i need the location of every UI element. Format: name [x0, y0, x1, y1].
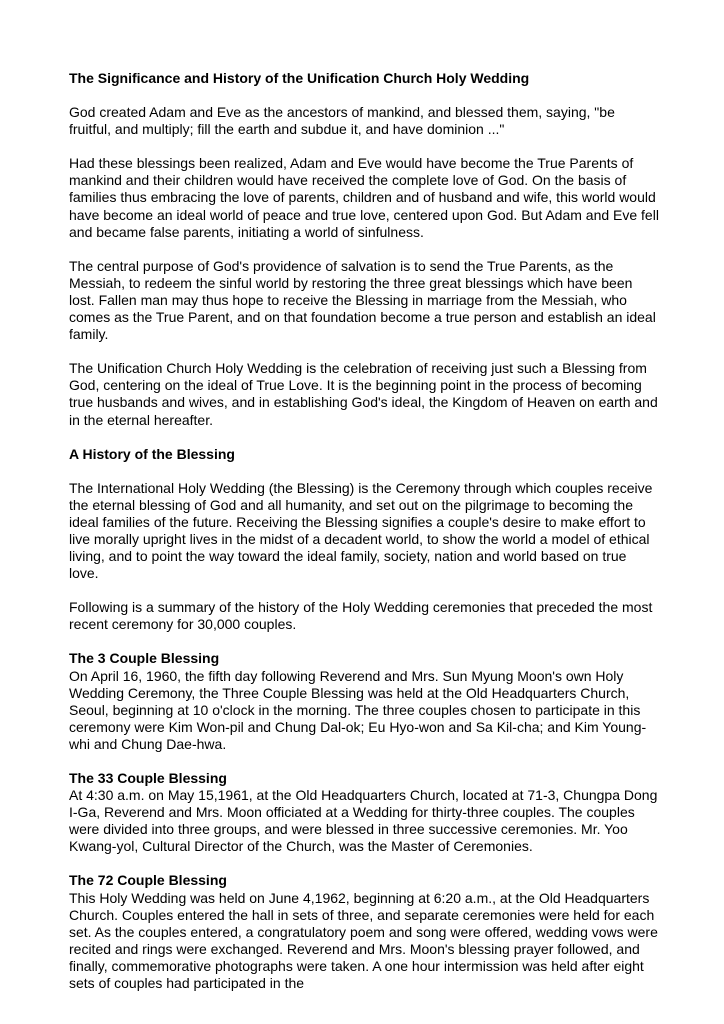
section-33-couple [69, 770, 659, 855]
section-3-couple [69, 650, 659, 753]
intro-paragraph-4: The Unification Church Holy Wedding is the celebration of receiving just such a Blessing from God, centering on the ideal of True Love. It is the beginning point in the process of becoming true husbands and wives, and in establishing God's ideal, the Kingdom of Heaven on earth and in the eternal hereafter. [69, 360, 658, 428]
history-paragraph-1: The International Holy Wedding (the Blessing) is the Ceremony through which couples receive the eternal blessing of God and all humanity, and set out on the pilgrimage to becoming the ideal families of the future. Receiving the Blessing signifies a couple's desire to make effort to live morally upright lives in the midst of a decadent world, to show the world a model of ethical living, and to point the way toward the ideal family, society, nation and world based on true love. [69, 479, 653, 582]
section-heading: The 3 Couple Blessing [69, 650, 220, 667]
section-72-couple [69, 872, 659, 992]
section-text: This Holy Wedding was held on June 4,1962, beginning at 6:20 a.m., at the Old Headquarters Church. Couples entered the hall in sets of three, and separate ceremonies were held for each set. As the couples entered, a congratulatory poem and song were offered, wedding vows were recited and rings were exchanged. Reverend and Mrs. Moon's blessing prayer followed, and finally, commemorative photographs were taken. A one hour intermission was held after eight sets of couples had participated in the [69, 889, 658, 992]
history-paragraph-2: Following is a summary of the history of the Holy Wedding ceremonies that preceded the most recent ceremony for 30,000 couples. [69, 599, 653, 633]
history-heading: A History of the Blessing [69, 445, 235, 462]
intro-paragraph-3: The central purpose of God's providence of salvation is to send the True Parents, as the Messiah, to redeem the sinful world by restoring the three great blessings which have been lost. Fallen man may thus hope to receive the Blessing in marriage from the Messiah, who comes as the True Parent, and on that foundation become a true person and establish an ideal family. [69, 257, 656, 343]
section-heading: The 33 Couple Blessing [69, 770, 227, 786]
section-text: On April 16, 1960, the fifth day following Reverend and Mrs. Sun Myung Moon's own Holy Wedding Ceremony, the Three Couple Blessing was held at the Old Headquarters Church, Seoul, beginning at 10 o'clock in the morning. The three couples chosen to participate in this ceremony were Kim Won-pil and Chung Dal-ok; Eu Hyo-won and Sa Kil-cha; and Kim Young-whi and Chung Dae-hwa. [69, 667, 647, 752]
document-title: The Significance and History of the Unification Church Holy Wedding [69, 70, 530, 86]
intro-paragraph-2: Had these blessings been realized, Adam and Eve would have become the True Parents of mankind and their children would have received the complete love of God. On the basis of families thus embracing the love of parents, children and of husband and wife, this world would have become an ideal world of peace and true love, centered upon God. But Adam and Eve fell and became false parents, initiating a world of sinfulness. [69, 155, 659, 240]
section-heading: The 72 Couple Blessing [69, 872, 227, 889]
document-body [69, 70, 659, 1009]
section-text: At 4:30 a.m. on May 15,1961, at the Old Headquarters Church, located at 71-3, Chungpa Dong I-Ga, Reverend and Mrs. Moon officiated at a Wedding for thirty-three couples. The couples were divided into three groups, and were blessed in three successive ceremonies. Mr. Yoo Kwang-yol, Cultural Director of the Church, was the Master of Ceremonies. [69, 787, 658, 855]
intro-paragraph-1: God created Adam and Eve as the ancestors of mankind, and blessed them, saying, "be fruitful, and multiply; fill the earth and subdue it, and have dominion ..." [69, 104, 615, 138]
